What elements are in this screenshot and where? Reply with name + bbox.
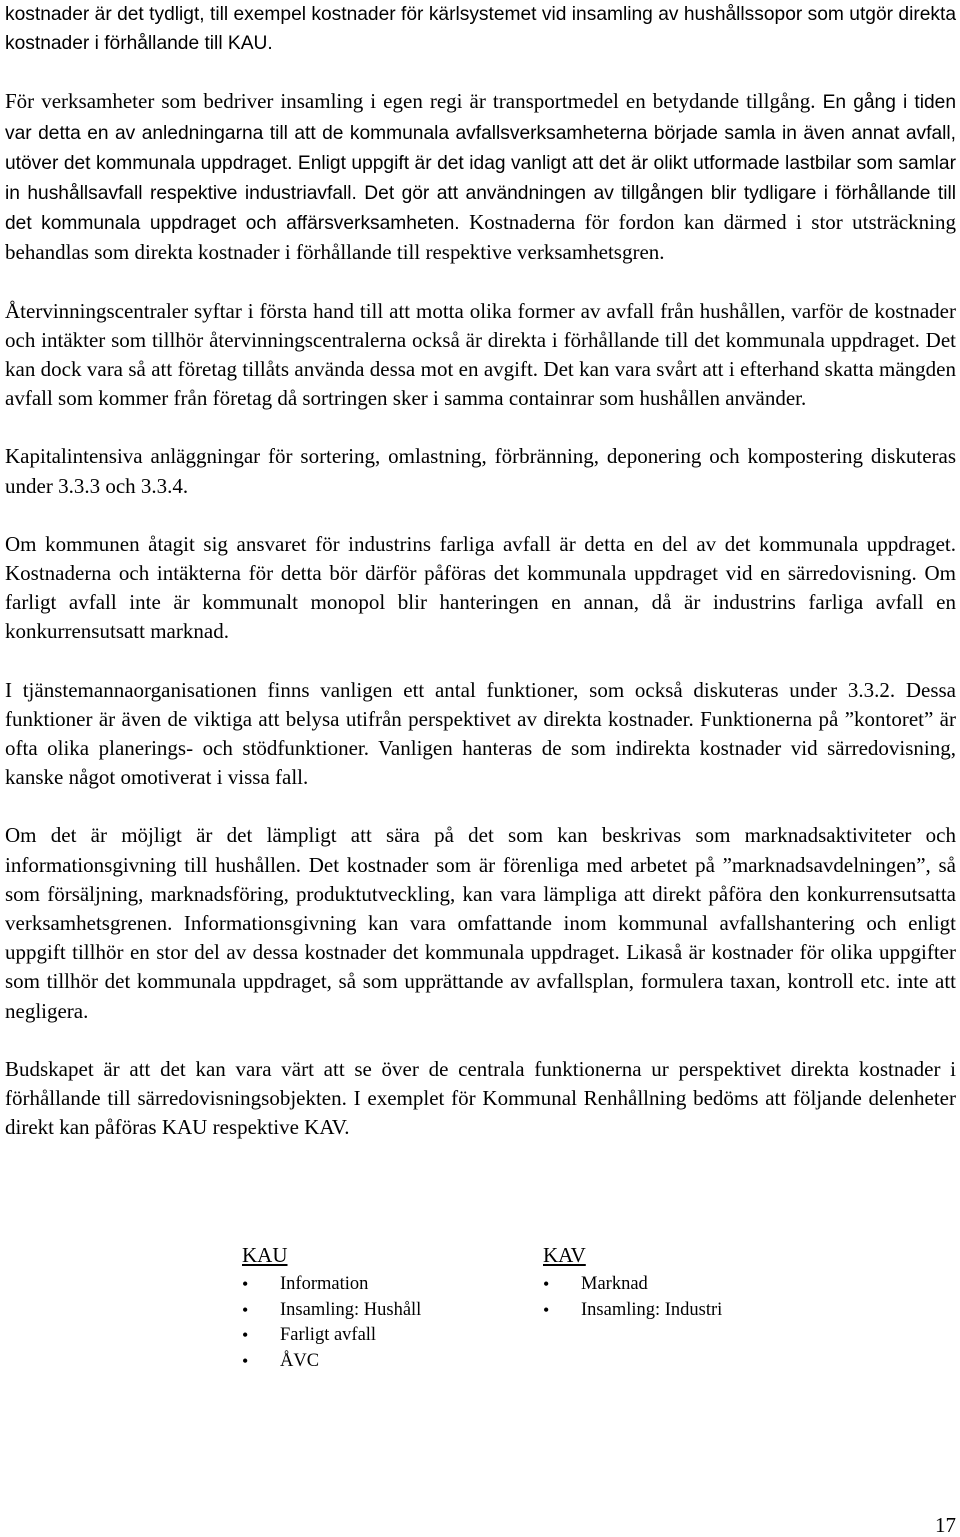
bullet-icon: • [242,1274,249,1294]
paragraph-text: kostnader är det tydligt, till exempel kostnader för kärlsystemet vid insamling av hushållssopor som utgör direkta kostnader i förhållande till KAU. [5,4,956,55]
paragraph [5,442,956,500]
paragraph-gap [5,1026,956,1055]
bullet-icon: • [543,1299,550,1320]
list-item [242,1349,421,1375]
list-item-label: Marknad [581,1274,648,1294]
paragraph-text: En gång i tiden var detta en av anledningarna till att de kommunala avfallsverksamheterna började samla in även annat avfall, utöver det kommunala uppdraget. Enligt uppgift är det idag vanligt att det är olikt utformade lastbilar som samlar in hushållsavfall respektive industriavfall. Det gör att användningen av tillgången blir tydligare i förhållande till det kommunala uppdraget och affärsverksamheten. [5,92,956,235]
paragraph-text: Återvinningscentraler syftar i första hand till att motta olika former av avfall från hushållen, varför de kostnader och intäkter som tillhör återvinningscentralerna också är direkta i förhållande till det kommunala uppdraget. Det kan dock vara så att företag tillåts använda dessa mot en avgift. Det kan vara svårt att i efterhand skatta mängden avfall som kommer från företag då sortringen sker i samma containrar som hushållen använder. [5,298,956,411]
kav-list [543,1240,722,1323]
list-item-label: ÅVC [280,1350,320,1371]
bullet-icon: • [242,1299,249,1320]
paragraph-gap [5,268,956,297]
paragraph-gap [5,58,956,87]
paragraph-text: Kapitalintensiva anläggningar för sortering, omlastning, förbränning, deponering och kompostering diskuteras under 3.3.3 och 3.3.4. [5,444,956,498]
bullet-icon: • [242,1325,249,1345]
kau-heading: KAU [242,1243,288,1267]
list-item-label: Insamling: Hushåll [280,1299,422,1320]
kav-items [543,1272,722,1323]
paragraph-gap [5,413,956,442]
document-page [5,0,956,1371]
page-number: 17 [935,1513,956,1537]
paragraph-gap [5,501,956,530]
kau-list [242,1240,421,1374]
paragraph-gap [5,792,956,821]
bullet-icon: • [543,1274,550,1294]
kav-heading: KAV [543,1243,586,1267]
list-item [242,1323,421,1349]
paragraph-text: Om kommunen åtagit sig ansvaret för industrins farliga avfall är detta en del av det kommunala uppdraget. Kostnaderna och intäkterna för detta bör därför påföras det kommunala uppdraget vid en särredovisning. Om farligt avfall inte är kommunalt monopol blir hanteringen en annan, då är industrins farliga avfall en konkurrensutsatt marknad. [5,531,956,644]
paragraph-gap [5,647,956,676]
delenheter-lists [5,1240,956,1390]
kau-items [242,1272,421,1374]
paragraph-text: Om det är möjligt är det lämpligt att särа på det som kan beskrivas som marknadsaktiviteter och informationsgivning till hushållen. Det kostnader som är förenliga med arbetet på ”marknadsavdelningen”, så som försäljning, marknadsföring, produktutveckling, kan vara lämpliga att direkt påföra den konkurrensutsatta verksamhetsgrenen. Informationsgivning kan vara omfattande inom kommunal avfallshantering och enligt uppgift tillhör en stor del av dessa kostnader det kommunala uppdraget. Likaså är kostnader för olika uppgifter som tillhör det kommunala uppdraget, så som upprättande av avfallsplan, formulera taxan, kontroll etc. inte att negligera. [5,823,956,1023]
paragraph-text: I tjänstemannaorganisationen finns vanligen ett antal funktioner, som också diskuteras under 3.3.2. Dessa funktioner är även de viktiga att belysa utifrån perspektivet av direkta kostnader. Funktionerna på ”kontoret” är ofta olika planerings- och stödfunktioner. Vanligen hanteras de som indirekta kostnader vid särredovisning, kanske något omotiverat i vissa fall. [5,677,956,790]
list-item-label: Insamling: Industri [581,1299,723,1320]
list-item-label: Information [280,1274,369,1294]
list-item [543,1298,722,1324]
list-item-label: Farligt avfall [280,1325,377,1345]
paragraph-text: Kostnaderna för fordon kan därmed i stor utsträckning behandlas som direkta kostnader i förhållande till respektive verksamhetsgren. [5,210,956,265]
paragraph [5,1055,956,1143]
paragraph [5,821,956,1025]
list-item [242,1272,421,1298]
paragraph [5,297,956,414]
paragraph [5,0,956,58]
paragraph [5,530,956,647]
paragraph [5,676,956,793]
list-item [242,1298,421,1324]
bullet-icon: • [242,1350,249,1371]
paragraph [5,87,956,267]
body-text [5,0,956,1143]
list-item [543,1272,722,1298]
paragraph-text: Budskapet är att det kan vara värt att se över de centrala funktionerna ur perspektivet direkta kostnader i förhållande till särredovisningsobjekten. I exemplet för Kommunal Renhållning bedöms att följande delenheter direkt kan påföras KAU respektive KAV. [5,1056,956,1140]
paragraph-text: För verksamheter som bedriver insamling i egen regi är transportmedel en betydande tillgång. [5,89,823,114]
